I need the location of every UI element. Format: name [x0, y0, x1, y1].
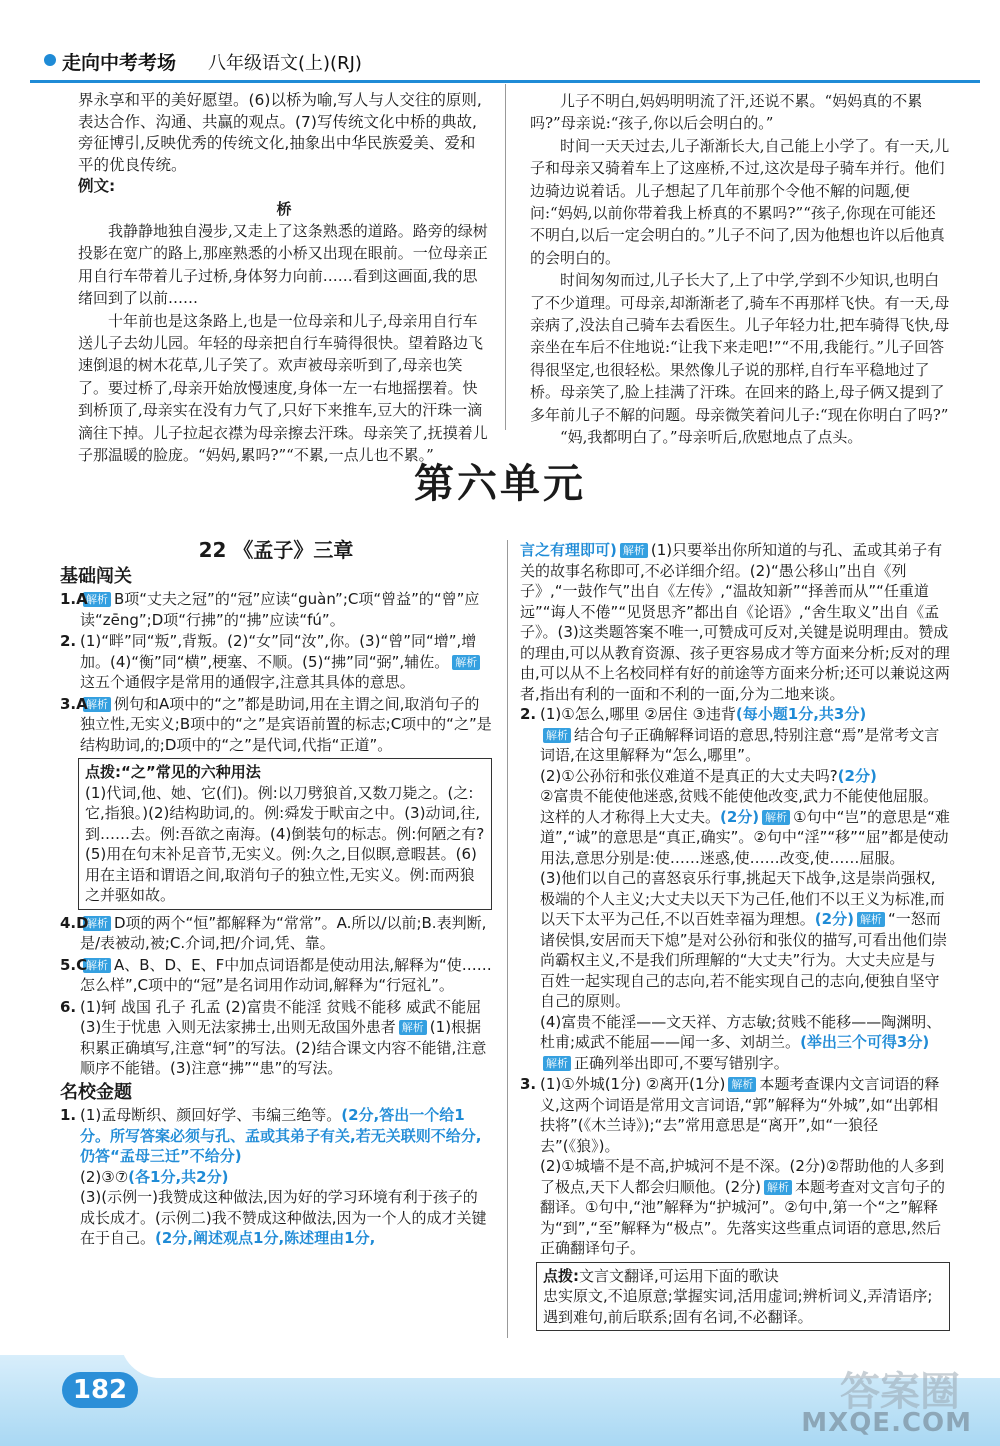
answer-item [60, 913, 492, 954]
note-box [78, 758, 492, 910]
top-right-column [530, 90, 950, 449]
answer-text: (2)①公孙衍和张仪难道不是真正的大丈夫吗? [540, 766, 838, 785]
analysis-tag: 解析 [83, 958, 111, 973]
answer-item [60, 997, 492, 1079]
note-title: 点拨: [543, 1266, 579, 1285]
answer-text: “一怒而诸侯惧,安居而天下熄”是对公孙衍和张仪的描写,可看出他们崇尚霸权主义,不是我们所理解的“大丈夫”行为。大丈夫应是与百姓一起实现自己的志向,若不能实现自己的志向,便独自坚守自己的原则。 [540, 910, 948, 1010]
analysis-tag: 解析 [857, 912, 885, 927]
answer-item [60, 955, 492, 996]
section-title: 名校金题 [60, 1081, 132, 1103]
answer-text: (3)(示例一)我赞成这种做法,因为好的学习环境有利于孩子的成长成才。(示例二)我不赞成这种做法,因为一个人的成才关键在于自己。 [80, 1188, 487, 1247]
score-note: 言之有理即可) [520, 541, 617, 559]
answer-text: (1)①怎么,哪里 ②居住 ③违背 [540, 705, 736, 723]
answer-item [520, 704, 950, 1073]
analysis-tag: 解析 [83, 592, 111, 607]
column-divider [505, 84, 506, 430]
note-text: 文言文翻译,可运用下面的歌诀 [579, 1266, 779, 1285]
answer-item [520, 1074, 950, 1259]
note-text: 忠实原文,不追原意;掌握实词,活用虚词;辨析词义,弄清语序;遇到难句,前后联系;固有名词,不必翻译。 [543, 1287, 933, 1326]
answer-text: (3)他们以自己的喜怒哀乐行事,挑起天下战争,这是崇尚强权,极端的个人主义;大丈夫以天下为己任,他们不以王义为标准,而以天下太平为己任,不以百姓幸福为理想。 [540, 869, 945, 928]
analysis-tag: 解析 [399, 1020, 427, 1035]
watermark-url: MXQE.COM [801, 1408, 972, 1438]
analysis-tag: 解析 [764, 1180, 792, 1195]
answer-number: 5.C [60, 955, 88, 974]
essay-paragraph: 时间匆匆而过,儿子长大了,上了中学,学到不少知识,也明白了不少道理。可母亲,却渐渐老了,骑车不再那样飞快。有一天,母亲病了,没法自己骑车去看医生。儿子年轻力壮,把车骑得飞快,母亲坐在车后不住地说:“让我下来走吧!”“不用,我能行。”儿子回答得很坚定,也很轻松。果然像儿子说的那样,自行车平稳地过了桥。母亲笑了,脸上挂满了汗珠。在回来的路上,母子俩又提到了多年前儿子不解的问题。母亲微笑着问儿子:“现在你明白了吗?” [530, 271, 950, 424]
score-note: (2分) [720, 807, 760, 826]
paragraph: 界永享和平的美好愿望。(6)以桥为喻,写人与人交往的原则,表达合作、沟通、共赢的观点。(7)写传统文化中桥的典故,旁征博引,反映优秀的传统文化,抽象出中华民族爱美、爱和平的优良传统。 [78, 91, 482, 174]
page-number: 182 [62, 1372, 138, 1408]
answer-item [60, 589, 492, 630]
answer-text: (4)富贵不能淫——文天祥、方志敏;贫贱不能移——陶渊明、杜甫;威武不能屈——闻一多、刘胡兰。 [540, 1012, 942, 1051]
column-divider [507, 540, 508, 1340]
essay-title: 桥 [276, 199, 292, 218]
answer-text: 正确列举出即可,不要写错别字。 [574, 1053, 789, 1072]
answer-number: 6. [60, 997, 77, 1016]
answer-number: 2. [60, 632, 77, 650]
score-note: (2分,阐述观点1分,陈述理由1分, [155, 1229, 376, 1247]
answer-text: 本题考查课内文言词语的释义,这两个词语是常用文言词语,“郭”解释为“外城”,如“出郭相扶将”(《木兰诗》);“去”常用意思是“离开”,如“一狼径去”(《狼》)。 [540, 1075, 940, 1155]
unit-title: 第六单元 [414, 460, 586, 507]
answer-item [60, 1105, 492, 1249]
analysis-tag: 解析 [620, 543, 648, 558]
answer-number: 1. [60, 1106, 77, 1124]
watermark [780, 1360, 980, 1440]
essay-paragraph: “妈,我都明白了。”母亲听后,欣慰地点了点头。 [560, 428, 863, 447]
answer-text: D项的两个“恒”都解释为“常常”。A.所以/以前;B.表判断,是/表被动,被;C.介词,把/介词,凭、靠。 [80, 913, 487, 952]
analysis-tag: 解析 [762, 810, 790, 825]
essay-paragraph: 时间一天天过去,儿子渐渐长大,自己能上小学了。有一天,儿子和母亲又骑着车上了这座桥,不过,这次是母子骑车并行。他们边骑边说着话。儿子想起了几年前那个令他不解的问题,便问:“妈妈,以前你带着我上桥真的不累吗?”“孩子,你现在可能还不明白,以后一定会明白的。”儿子不问了,因为他想也许以后他真的会明白的。 [530, 136, 950, 267]
essay-paragraph: 十年前也是这条路上,也是一位母亲和儿子,母亲用自行车送儿子去幼儿园。年轻的母亲把自行车骑得很快。望着路边飞速倒退的树木花草,儿子笑了。欢声被母亲听到了,母亲也笑了。要过桥了,母亲开始放慢速度,身体一左一右地摇摆着。快到桥顶了,母亲实在没有力气了,只好下来推车,豆大的汗珠一滴滴往下掉。儿子拉起衣襟为母亲擦去汗珠。母亲笑了,抚摸着儿子那温暖的脸庞。“妈妈,累吗?”“不累,一点儿也不累。” [78, 311, 488, 464]
answer-number: 3.A [60, 694, 88, 713]
top-left-column [78, 90, 490, 466]
answer-text: 这五个通假字是常用的通假字,注意其具体的意思。 [80, 673, 415, 691]
header-subtitle: 八年级语文(上)(RJ) [208, 53, 362, 74]
analysis-tag: 解析 [543, 1056, 571, 1071]
note-text: (1)代词,他、她、它(们)。例:以刀劈狼首,又数刀毙之。(之:它,指狼。)(2)结构助词,的。例:舜发于畎亩之中。(3)动词,往,到……去。例:吾欲之南海。(4)倒装句的标志。例:何陋之有?(5)用在句末补足音节,无实义。例:久之,目似瞑,意暇甚。(6)用在主语和谓语之间,取消句子的独立性,无实义。例:而两狼之并驱如故。 [85, 783, 485, 904]
answer-text: (1)①外城(1分) ②离开(1分) [540, 1075, 726, 1093]
score-note: (2分,答出一个给1分。所写答案必须与孔、孟或其弟子有关,若无关联则不给分,仍答“孟母三迁”不给分) [80, 1106, 482, 1165]
example-label: 例文: [78, 177, 116, 195]
answer-text: (1)轲 战国 孔子 孔孟 (2)富贵不能淫 贫贱不能移 威武不能屈 (3)生于忧患 入则无法家拂士,出则无敌国外患者 [80, 997, 482, 1036]
answer-text: 结合句子正确解释词语的意思,特别注意“焉”是常考文言词语,在这里解释为“怎么,哪里”。 [540, 725, 940, 764]
note-box [536, 1262, 950, 1332]
answer-text: ①句中“岂”的意思是“难道”,“诚”的意思是“真正,确实”。②句中“淫”“移”“屈”都是使动用法,意思分别是:使……迷惑,使……改变,使……屈服。 [540, 807, 950, 867]
answer-text: (2)①城墙不是不高,护城河不是不深。(2分)②帮助他的人多到了极点,天下人都会归顺他。(2分) [540, 1157, 945, 1196]
essay-paragraph: 儿子不明白,妈妈明明流了汗,还说不累。“妈妈真的不累吗?”母亲说:“孩子,你以后会明白的。” [530, 92, 923, 133]
answer-text: (1)孟母断织、颜回好学、韦编三绝等。 [80, 1106, 342, 1124]
note-title: 点拨:“之”常见的六种用法 [85, 763, 261, 781]
answer-text: 例句和A项中的“之”都是助词,用在主谓之间,取消句子的独立性,无实义;B项中的“之”是宾语前置的标志;C项中的“之”是结构助词,的;D项中的“之”是代词,代指“正道”。 [80, 694, 492, 754]
analysis-tag: 解析 [83, 916, 111, 931]
analysis-tag: 解析 [452, 655, 480, 670]
essay-paragraph: 我静静地独自漫步,又走上了这条熟悉的道路。路旁的绿树投影在宽广的路上,那座熟悉的小桥又出现在眼前。一位母亲正用自行车带着儿子过桥,身体努力向前……看到这画面,我的思绪回到了以前…… [78, 221, 488, 308]
score-note: (举出三个可得3分) [800, 1033, 930, 1051]
analysis-tag: 解析 [728, 1077, 756, 1092]
answer-text: (1)只要举出你所知道的与孔、孟或其弟子有关的故事名称即可,不必详细介绍。(2)“愚公移山”出自《列子》,“一鼓作气”出自《左传》,“温故知新”“择善而从”“任重道远”“诲人不倦”“见贤思齐”都出自《论语》,“舍生取义”出自《孟子》。(3)这类题答案不唯一,可赞成可反对,关键是说明理由。赞成的理由,可以从教育资源、孩子更容易成才等方面来分析;反对的理由,可以从不上名校同样有好的前途等方面来分析;还可以兼说这两者,指出有利的一面和不利的一面,分为二地来谈。 [520, 541, 950, 703]
header-brand: 走向中考考场 [62, 52, 177, 74]
answer-number: 3. [520, 1075, 537, 1093]
lesson-title: 22 《孟子》三章 [198, 538, 354, 562]
score-note: (2分) [814, 910, 854, 928]
bottom-right-column [520, 540, 950, 1334]
answer-number: 1.A [60, 590, 88, 608]
answer-item [60, 694, 492, 756]
page-header [30, 44, 980, 83]
score-note: (各1分,共2分) [128, 1167, 229, 1186]
answer-text: (1)根据积累正确填写,注意“轲”的写法。(2)结合课文内容不能错,注意顺序不能错。(3)注意“拂”“患”的写法。 [80, 1018, 487, 1077]
answer-item [60, 631, 492, 693]
answer-text: 本题考查对文言句子的翻译。①句中,“池”解释为“护城河”。②句中,第一个“之”解释为“到”,“至”解释为“极点”。先落实这些重点词语的意思,然后正确翻译句子。 [540, 1177, 946, 1257]
score-note: (每小题1分,共3分) [735, 705, 867, 723]
analysis-tag: 解析 [83, 697, 111, 712]
answer-text: ②富贵不能使他迷惑,贫贱不能使他改变,武力不能使他屈服。这样的人才称得上大丈夫。 [540, 787, 938, 826]
analysis-tag: 解析 [543, 728, 571, 743]
header-dot-icon [44, 54, 56, 66]
answer-number: 2. [520, 705, 537, 723]
answer-text: A、B、D、E、F中加点词语都是使动用法,解释为“使……怎么样”,C项中的“冠”是名词用作动词,解释为“行冠礼”。 [80, 955, 492, 994]
watermark-logo: 答案圈 [840, 1369, 960, 1415]
answer-text: (1)“畔”同“叛”,背叛。(2)“女”同“汝”,你。(3)“曾”同“增”,增加。(4)“衡”同“横”,梗塞、不顺。(5)“拂”同“弼”,辅佐。 [80, 632, 477, 671]
answer-text: B项“丈夫之冠”的“冠”应读“guàn”;C项“曾益”的“曾”应读“zēng”;D项“行拂”的“拂”应读“fú”。 [80, 590, 480, 629]
answer-item [520, 540, 950, 704]
answer-text: (2)③⑦ [80, 1167, 129, 1186]
answer-number: 4.D [60, 913, 89, 932]
section-title: 基础闯关 [60, 565, 132, 587]
score-note: (2分) [837, 766, 877, 785]
bottom-left-column [60, 540, 492, 1250]
